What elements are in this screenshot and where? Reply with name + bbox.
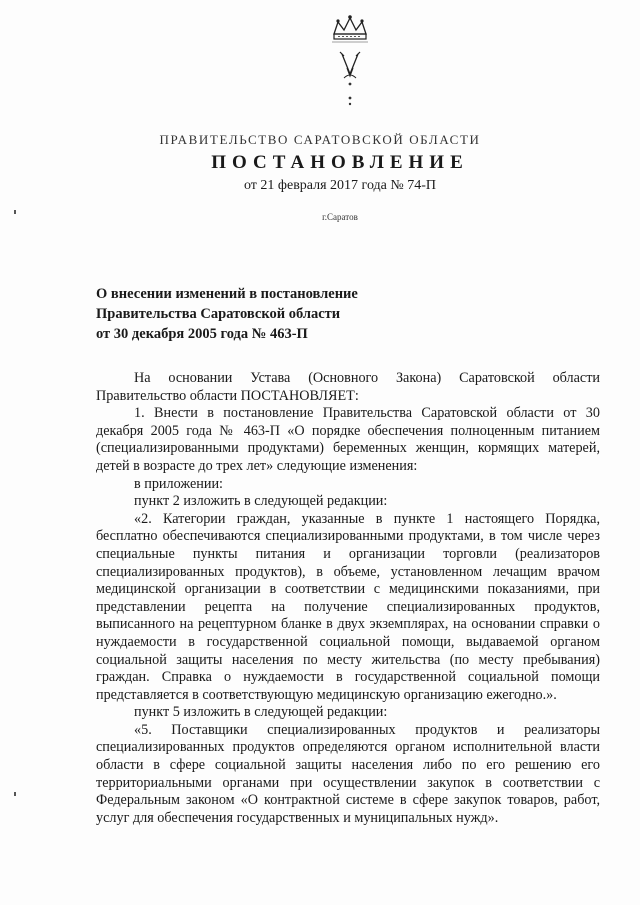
- scan-margin-mark: [14, 210, 16, 214]
- document-title-line: Правительства Саратовской области: [96, 306, 341, 322]
- scan-margin-mark: [14, 792, 16, 796]
- body-paragraph: в приложении:: [134, 475, 223, 492]
- document-date-number: от 21 февраля 2017 года № 74-П: [243, 178, 437, 193]
- body-paragraph: 1. Внести в постановление Правительства Саратовской области от 30 декабря 2005 года № 463-П «О порядке обеспечения полноценным питанием (специализированными продуктами) беременных женщин, кормящих матерей, детей в возрасте до трех лет» следующие изменения:: [96, 405, 600, 474]
- document-title: [96, 284, 358, 344]
- document-title-line: от 30 декабря 2005 года № 463-П: [96, 326, 308, 342]
- body-paragraph: «2. Категории граждан, указанные в пункте 1 настоящего Порядка, бесплатно обеспечиваются специализированными продуктами, в том числе через специальные пункты питания и организации торговли (реализаторов специализированных продуктов), в объеме, установленном лечащим врачом медицинской организации в соответствии с медицинскими показаниями, при представлении рецепта на получение специализированных продуктов, выписанного на рецептурном бланке в двух экземплярах, на основании справки о нуждаемости в государственной социальной помощи, выдаваемой органом социальной защиты населения по месту жительства (по месту пребывания) граждан. Справка о нуждаемости в государственной социальной помощи представляется в соответствующую медицинскую организацию ежегодно.».: [96, 510, 600, 703]
- document-title-line: О внесении изменений в постановление: [96, 286, 358, 302]
- body-paragraph: «5. Поставщики специализированных продуктов и реализаторы специализированных продуктов определяются органом исполнительной власти области в сфере социальной защиты населения либо по его решению его территориальными органами при осуществлении закупок в соответствии с Федеральным законом «О контрактной системе в сфере закупок товаров, работ, услуг для обеспечения государственных и муниципальных нужд».: [96, 721, 600, 826]
- document-type-heading: ПОСТАНОВЛЕНИЕ: [211, 152, 469, 173]
- body-paragraph: На основании Устава (Основного Закона) Саратовской области Правительство области ПОСТАНОВЛЯЕТ:: [96, 370, 600, 404]
- body-paragraph: пункт 5 изложить в следующей редакции:: [134, 704, 388, 721]
- government-name: ПРАВИТЕЛЬСТВО САРАТОВСКОЙ ОБЛАСТИ: [159, 132, 481, 147]
- coat-of-arms-icon: [320, 12, 380, 112]
- body-paragraph: пункт 2 изложить в следующей редакции:: [134, 493, 388, 510]
- document-city: г.Саратов: [322, 212, 358, 222]
- document-body: [96, 370, 600, 827]
